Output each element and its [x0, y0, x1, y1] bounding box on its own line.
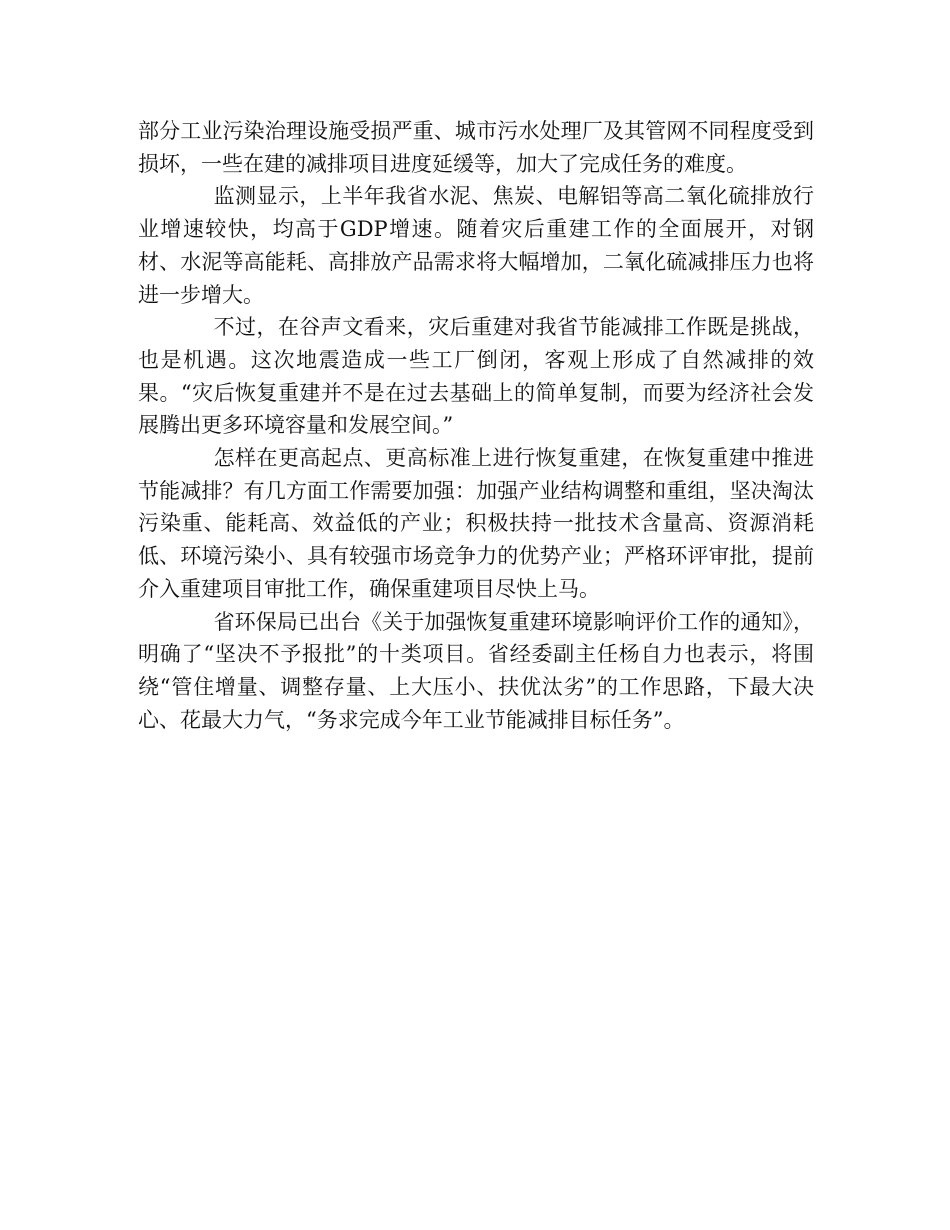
document-body	[138, 115, 814, 736]
paragraph-continuation: 部分工业污染治理设施受损严重、城市污水处理厂及其管网不同程度受到损坏，一些在建的减排项目进度延缓等，加大了完成任务的难度。	[138, 119, 814, 176]
paragraph-opportunity: 不过，在谷声文看来，灾后重建对我省节能减排工作既是挑战，也是机遇。这次地震造成一些工厂倒闭，客观上形成了自然减排的效果。“灾后恢复重建并不是在过去基础上的简单复制，而要为经济社会发展腾出更多环境容量和发展空间。”	[138, 315, 814, 438]
paragraph-measures: 怎样在更高起点、更高标准上进行恢复重建，在恢复重建中推进节能减排？有几方面工作需要加强：加强产业结构调整和重组，坚决淘汰污染重、能耗高、效益低的产业；积极扶持一批技术含量高、资源消耗低、环境污染小、具有较强市场竞争力的优势产业；严格环评审批，提前介入重建项目审批工作，确保重建项目尽快上马。	[138, 446, 814, 601]
paragraph-monitoring: 监测显示，上半年我省水泥、焦炭、电解铝等高二氧化硫排放行业增速较快，均高于GDP增速。随着灾后重建工作的全面展开，对钢材、水泥等高能耗、高排放产品需求将大幅增加，二氧化硫减排压力也将进一步增大。	[138, 184, 814, 307]
paragraph-policy: 省环保局已出台《关于加强恢复重建环境影响评价工作的通知》，明确了“坚决不予报批”的十类项目。省经委副主任杨自力也表示，将围绕“管住增量、调整存量、上大压小、扶优汰劣”的工作思路，下最大决心、花最大力气，“务求完成今年工业节能减排目标任务”。	[138, 609, 814, 732]
